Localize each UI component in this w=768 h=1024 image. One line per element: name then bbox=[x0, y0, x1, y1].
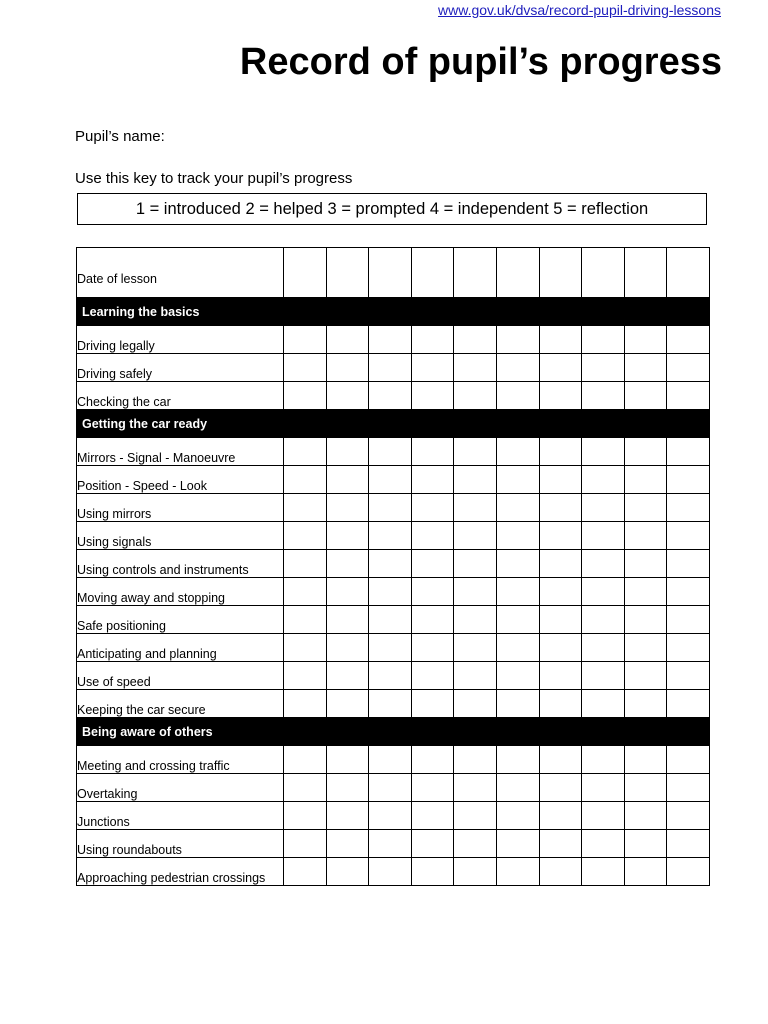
section-title: Getting the car ready bbox=[77, 410, 710, 438]
progress-cell[interactable] bbox=[496, 382, 539, 410]
progress-cell[interactable] bbox=[411, 578, 454, 606]
progress-cell[interactable] bbox=[326, 634, 369, 662]
progress-cell[interactable] bbox=[582, 438, 625, 466]
progress-cell[interactable] bbox=[582, 354, 625, 382]
progress-cell[interactable] bbox=[624, 662, 667, 690]
progress-cell[interactable] bbox=[539, 746, 582, 774]
progress-cell[interactable] bbox=[369, 662, 412, 690]
progress-cell[interactable] bbox=[454, 690, 497, 718]
progress-cell[interactable] bbox=[369, 466, 412, 494]
progress-cell[interactable] bbox=[667, 326, 710, 354]
progress-cell[interactable] bbox=[284, 382, 327, 410]
progress-cell[interactable] bbox=[624, 354, 667, 382]
section-title: Learning the basics bbox=[77, 298, 710, 326]
progress-cell[interactable] bbox=[326, 662, 369, 690]
progress-cell[interactable] bbox=[411, 466, 454, 494]
progress-cell[interactable] bbox=[284, 466, 327, 494]
progress-cell[interactable] bbox=[582, 858, 625, 886]
progress-cell[interactable] bbox=[582, 466, 625, 494]
progress-cell[interactable] bbox=[326, 494, 369, 522]
progress-cell[interactable] bbox=[454, 606, 497, 634]
progress-cell[interactable] bbox=[496, 830, 539, 858]
date-row bbox=[77, 248, 710, 298]
progress-cell[interactable] bbox=[667, 494, 710, 522]
progress-cell[interactable] bbox=[411, 494, 454, 522]
progress-cell[interactable] bbox=[582, 774, 625, 802]
progress-cell[interactable] bbox=[326, 802, 369, 830]
skill-label: Using roundabouts bbox=[77, 830, 284, 858]
progress-cell[interactable] bbox=[667, 830, 710, 858]
date-cell[interactable] bbox=[667, 248, 710, 298]
progress-cell[interactable] bbox=[624, 494, 667, 522]
progress-cell[interactable] bbox=[411, 326, 454, 354]
progress-cell[interactable] bbox=[284, 550, 327, 578]
progress-cell[interactable] bbox=[539, 466, 582, 494]
progress-cell[interactable] bbox=[411, 690, 454, 718]
progress-cell[interactable] bbox=[539, 438, 582, 466]
progress-cell[interactable] bbox=[667, 606, 710, 634]
progress-cell[interactable] bbox=[454, 354, 497, 382]
progress-cell[interactable] bbox=[582, 690, 625, 718]
progress-cell[interactable] bbox=[667, 438, 710, 466]
table-row bbox=[77, 494, 710, 522]
section-header-row bbox=[77, 410, 710, 438]
progress-cell[interactable] bbox=[326, 326, 369, 354]
progress-cell[interactable] bbox=[369, 858, 412, 886]
progress-cell[interactable] bbox=[496, 522, 539, 550]
progress-key: 1 = introduced 2 = helped 3 = prompted 4 = independent 5 = reflection bbox=[77, 193, 707, 225]
pupil-name-label: Pupil’s name: bbox=[75, 128, 165, 145]
table-row bbox=[77, 606, 710, 634]
progress-cell[interactable] bbox=[369, 438, 412, 466]
progress-cell[interactable] bbox=[369, 746, 412, 774]
progress-cell[interactable] bbox=[496, 662, 539, 690]
progress-cell[interactable] bbox=[326, 690, 369, 718]
progress-cell[interactable] bbox=[369, 578, 412, 606]
section-title: Being aware of others bbox=[77, 718, 710, 746]
progress-cell[interactable] bbox=[284, 858, 327, 886]
progress-cell[interactable] bbox=[539, 802, 582, 830]
progress-cell[interactable] bbox=[582, 830, 625, 858]
table-row bbox=[77, 578, 710, 606]
progress-cell[interactable] bbox=[667, 382, 710, 410]
progress-cell[interactable] bbox=[539, 354, 582, 382]
skill-label: Using mirrors bbox=[77, 494, 284, 522]
progress-cell[interactable] bbox=[454, 746, 497, 774]
progress-cell[interactable] bbox=[624, 690, 667, 718]
progress-cell[interactable] bbox=[624, 606, 667, 634]
progress-cell[interactable] bbox=[284, 438, 327, 466]
progress-cell[interactable] bbox=[624, 830, 667, 858]
skill-label: Using controls and instruments bbox=[77, 550, 284, 578]
table-row bbox=[77, 802, 710, 830]
progress-cell[interactable] bbox=[326, 438, 369, 466]
progress-cell[interactable] bbox=[539, 522, 582, 550]
progress-cell[interactable] bbox=[624, 746, 667, 774]
progress-cell[interactable] bbox=[411, 354, 454, 382]
progress-cell[interactable] bbox=[582, 382, 625, 410]
page-title: Record of pupil’s progress bbox=[239, 41, 722, 83]
progress-cell[interactable] bbox=[454, 634, 497, 662]
progress-cell[interactable] bbox=[539, 634, 582, 662]
progress-cell[interactable] bbox=[582, 326, 625, 354]
progress-cell[interactable] bbox=[369, 606, 412, 634]
progress-cell[interactable] bbox=[369, 494, 412, 522]
section-header-row bbox=[77, 298, 710, 326]
progress-cell[interactable] bbox=[582, 802, 625, 830]
table-row bbox=[77, 550, 710, 578]
progress-cell[interactable] bbox=[454, 858, 497, 886]
progress-cell[interactable] bbox=[624, 578, 667, 606]
progress-cell[interactable] bbox=[496, 578, 539, 606]
table-row bbox=[77, 382, 710, 410]
date-of-lesson-label: Date of lesson bbox=[77, 248, 284, 298]
progress-cell[interactable] bbox=[454, 550, 497, 578]
progress-cell[interactable] bbox=[411, 550, 454, 578]
date-cell[interactable] bbox=[454, 248, 497, 298]
date-cell[interactable] bbox=[284, 248, 327, 298]
progress-cell[interactable] bbox=[667, 746, 710, 774]
progress-cell[interactable] bbox=[369, 830, 412, 858]
progress-cell[interactable] bbox=[411, 774, 454, 802]
progress-cell[interactable] bbox=[582, 550, 625, 578]
progress-cell[interactable] bbox=[624, 634, 667, 662]
table-row bbox=[77, 466, 710, 494]
progress-cell[interactable] bbox=[411, 858, 454, 886]
progress-cell[interactable] bbox=[667, 466, 710, 494]
progress-cell[interactable] bbox=[539, 690, 582, 718]
progress-cell[interactable] bbox=[667, 858, 710, 886]
progress-cell[interactable] bbox=[539, 578, 582, 606]
date-cell[interactable] bbox=[582, 248, 625, 298]
progress-cell[interactable] bbox=[539, 858, 582, 886]
progress-table bbox=[76, 247, 710, 886]
progress-cell[interactable] bbox=[284, 578, 327, 606]
progress-cell[interactable] bbox=[284, 522, 327, 550]
progress-cell[interactable] bbox=[496, 438, 539, 466]
progress-cell[interactable] bbox=[326, 774, 369, 802]
progress-cell[interactable] bbox=[326, 858, 369, 886]
progress-cell[interactable] bbox=[539, 662, 582, 690]
progress-cell[interactable] bbox=[326, 354, 369, 382]
progress-cell[interactable] bbox=[539, 494, 582, 522]
progress-cell[interactable] bbox=[369, 634, 412, 662]
progress-cell[interactable] bbox=[411, 634, 454, 662]
progress-cell[interactable] bbox=[496, 606, 539, 634]
progress-cell[interactable] bbox=[496, 466, 539, 494]
progress-cell[interactable] bbox=[369, 326, 412, 354]
progress-cell[interactable] bbox=[369, 802, 412, 830]
progress-cell[interactable] bbox=[496, 774, 539, 802]
table-row bbox=[77, 662, 710, 690]
progress-cell[interactable] bbox=[624, 550, 667, 578]
progress-cell[interactable] bbox=[369, 690, 412, 718]
progress-cell[interactable] bbox=[539, 774, 582, 802]
progress-cell[interactable] bbox=[539, 550, 582, 578]
progress-cell[interactable] bbox=[624, 522, 667, 550]
skill-label: Driving legally bbox=[77, 326, 284, 354]
skill-label: Overtaking bbox=[77, 774, 284, 802]
skill-label: Position - Speed - Look bbox=[77, 466, 284, 494]
skill-label: Use of speed bbox=[77, 662, 284, 690]
skill-label: Mirrors - Signal - Manoeuvre bbox=[77, 438, 284, 466]
date-cell[interactable] bbox=[624, 248, 667, 298]
record-lessons-link[interactable]: www.gov.uk/dvsa/record-pupil-driving-lessons bbox=[438, 2, 721, 18]
progress-cell[interactable] bbox=[667, 550, 710, 578]
progress-cell[interactable] bbox=[284, 774, 327, 802]
progress-cell[interactable] bbox=[496, 634, 539, 662]
table-row bbox=[77, 438, 710, 466]
table-row bbox=[77, 326, 710, 354]
progress-cell[interactable] bbox=[496, 690, 539, 718]
progress-cell[interactable] bbox=[496, 858, 539, 886]
progress-cell[interactable] bbox=[411, 746, 454, 774]
progress-cell[interactable] bbox=[582, 522, 625, 550]
progress-cell[interactable] bbox=[369, 354, 412, 382]
progress-cell[interactable] bbox=[539, 830, 582, 858]
progress-cell[interactable] bbox=[582, 494, 625, 522]
progress-cell[interactable] bbox=[496, 746, 539, 774]
progress-cell[interactable] bbox=[284, 746, 327, 774]
progress-cell[interactable] bbox=[454, 522, 497, 550]
progress-cell[interactable] bbox=[326, 550, 369, 578]
progress-cell[interactable] bbox=[411, 802, 454, 830]
progress-cell[interactable] bbox=[284, 662, 327, 690]
progress-cell[interactable] bbox=[454, 326, 497, 354]
progress-cell[interactable] bbox=[326, 522, 369, 550]
progress-cell[interactable] bbox=[496, 494, 539, 522]
progress-cell[interactable] bbox=[411, 662, 454, 690]
progress-cell[interactable] bbox=[454, 774, 497, 802]
progress-cell[interactable] bbox=[667, 662, 710, 690]
progress-cell[interactable] bbox=[539, 326, 582, 354]
progress-cell[interactable] bbox=[326, 382, 369, 410]
progress-cell[interactable] bbox=[496, 550, 539, 578]
progress-cell[interactable] bbox=[539, 606, 582, 634]
progress-cell[interactable] bbox=[667, 802, 710, 830]
progress-cell[interactable] bbox=[369, 774, 412, 802]
progress-cell[interactable] bbox=[667, 774, 710, 802]
progress-cell[interactable] bbox=[284, 634, 327, 662]
date-cell[interactable] bbox=[411, 248, 454, 298]
progress-cell[interactable] bbox=[411, 382, 454, 410]
date-cell[interactable] bbox=[326, 248, 369, 298]
section-header-row bbox=[77, 718, 710, 746]
progress-cell[interactable] bbox=[284, 802, 327, 830]
table-row bbox=[77, 746, 710, 774]
skill-label: Meeting and crossing traffic bbox=[77, 746, 284, 774]
progress-cell[interactable] bbox=[667, 522, 710, 550]
skill-label: Safe positioning bbox=[77, 606, 284, 634]
progress-cell[interactable] bbox=[539, 382, 582, 410]
progress-cell[interactable] bbox=[582, 578, 625, 606]
table-row bbox=[77, 690, 710, 718]
progress-cell[interactable] bbox=[624, 466, 667, 494]
date-cell[interactable] bbox=[369, 248, 412, 298]
table-row bbox=[77, 522, 710, 550]
skill-label: Driving safely bbox=[77, 354, 284, 382]
progress-cell[interactable] bbox=[582, 662, 625, 690]
progress-cell[interactable] bbox=[582, 606, 625, 634]
table-row bbox=[77, 354, 710, 382]
progress-cell[interactable] bbox=[326, 578, 369, 606]
progress-cell[interactable] bbox=[369, 522, 412, 550]
table-row bbox=[77, 774, 710, 802]
skill-label: Junctions bbox=[77, 802, 284, 830]
progress-cell[interactable] bbox=[454, 578, 497, 606]
progress-cell[interactable] bbox=[454, 438, 497, 466]
progress-cell[interactable] bbox=[454, 494, 497, 522]
progress-cell[interactable] bbox=[624, 326, 667, 354]
progress-cell[interactable] bbox=[369, 550, 412, 578]
progress-cell[interactable] bbox=[624, 382, 667, 410]
progress-cell[interactable] bbox=[454, 466, 497, 494]
progress-cell[interactable] bbox=[326, 746, 369, 774]
progress-cell[interactable] bbox=[454, 830, 497, 858]
progress-cell[interactable] bbox=[496, 802, 539, 830]
progress-cell[interactable] bbox=[369, 382, 412, 410]
progress-cell[interactable] bbox=[411, 522, 454, 550]
progress-cell[interactable] bbox=[326, 830, 369, 858]
progress-cell[interactable] bbox=[624, 802, 667, 830]
progress-cell[interactable] bbox=[411, 606, 454, 634]
progress-cell[interactable] bbox=[454, 662, 497, 690]
skill-label: Anticipating and planning bbox=[77, 634, 284, 662]
progress-cell[interactable] bbox=[624, 774, 667, 802]
progress-cell[interactable] bbox=[284, 690, 327, 718]
progress-cell[interactable] bbox=[624, 438, 667, 466]
progress-cell[interactable] bbox=[496, 326, 539, 354]
progress-cell[interactable] bbox=[284, 494, 327, 522]
skill-label: Moving away and stopping bbox=[77, 578, 284, 606]
progress-cell[interactable] bbox=[284, 326, 327, 354]
table-row bbox=[77, 830, 710, 858]
progress-cell[interactable] bbox=[326, 606, 369, 634]
date-cell[interactable] bbox=[539, 248, 582, 298]
progress-cell[interactable] bbox=[667, 354, 710, 382]
progress-cell[interactable] bbox=[454, 382, 497, 410]
progress-cell[interactable] bbox=[454, 802, 497, 830]
progress-cell[interactable] bbox=[411, 438, 454, 466]
table-row bbox=[77, 858, 710, 886]
progress-cell[interactable] bbox=[411, 830, 454, 858]
progress-cell[interactable] bbox=[284, 830, 327, 858]
progress-cell[interactable] bbox=[582, 746, 625, 774]
date-cell[interactable] bbox=[496, 248, 539, 298]
progress-cell[interactable] bbox=[667, 634, 710, 662]
skill-label: Approaching pedestrian crossings bbox=[77, 858, 284, 886]
table-row bbox=[77, 634, 710, 662]
progress-cell[interactable] bbox=[667, 578, 710, 606]
progress-cell[interactable] bbox=[667, 690, 710, 718]
skill-label: Keeping the car secure bbox=[77, 690, 284, 718]
progress-cell[interactable] bbox=[624, 858, 667, 886]
key-intro: Use this key to track your pupil’s progress bbox=[75, 170, 353, 187]
progress-cell[interactable] bbox=[326, 466, 369, 494]
skill-label: Checking the car bbox=[77, 382, 284, 410]
progress-cell[interactable] bbox=[284, 606, 327, 634]
skill-label: Using signals bbox=[77, 522, 284, 550]
progress-cell[interactable] bbox=[496, 354, 539, 382]
progress-cell[interactable] bbox=[284, 354, 327, 382]
progress-cell[interactable] bbox=[582, 634, 625, 662]
